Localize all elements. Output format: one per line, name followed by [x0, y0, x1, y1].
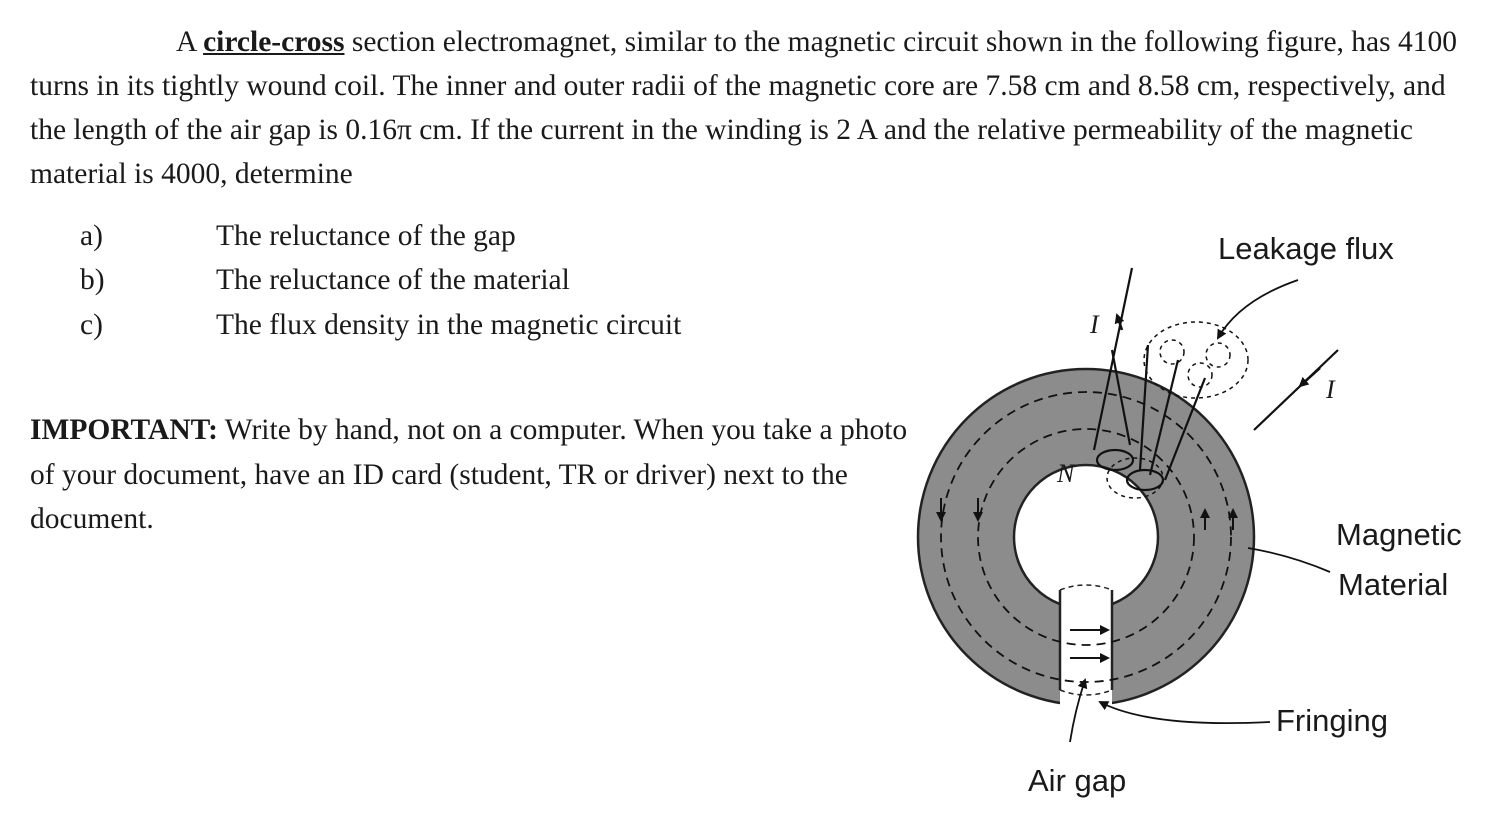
problem-emphasis: circle-cross: [203, 26, 345, 58]
problem-statement: [30, 20, 1480, 196]
magnetic-circuit-figure: [900, 215, 1502, 828]
important-note: [30, 408, 910, 542]
material-label-line1: Magnetic: [1336, 517, 1462, 552]
leakage-flux-label: Leakage flux: [1218, 231, 1394, 266]
fringing-leader: [1100, 702, 1270, 723]
turns-symbol: N: [1057, 459, 1075, 488]
question-label: a): [80, 220, 103, 252]
fringing-label: Fringing: [1276, 703, 1388, 738]
question-label: c): [80, 309, 103, 341]
problem-intro: A: [176, 26, 196, 58]
material-leader: [1248, 548, 1330, 572]
leakage-leader: [1218, 280, 1298, 338]
question-text: The reluctance of the material: [216, 264, 570, 296]
question-text: The flux density in the magnetic circuit: [216, 309, 682, 341]
air-gap-region: [1060, 585, 1112, 710]
question-label: b): [80, 264, 105, 296]
air-gap-label: Air gap: [1028, 763, 1127, 798]
material-label-line2: Material: [1338, 567, 1449, 602]
current-symbol-left: I: [1090, 310, 1099, 339]
note-heading: IMPORTANT:: [30, 414, 218, 446]
note-text: Write by hand, not on a computer. When you take a photo of your document, have an ID card (student, TR or driver) next to the document.: [30, 414, 908, 535]
problem-text: section electromagnet, similar to the magnetic circuit shown in the following figure, has 4100 turns in its tightly wound coil. The inner and outer radii of the magnetic core are 7.58 cm and 8.58 cm, respectively, and the length of the air gap is 0.16π cm. If the current in the winding is 2 A and the relative permeability of the magnetic material is 4000, determine: [30, 26, 1458, 190]
current-symbol-right: I: [1326, 375, 1335, 404]
question-text: The reluctance of the gap: [216, 220, 516, 252]
